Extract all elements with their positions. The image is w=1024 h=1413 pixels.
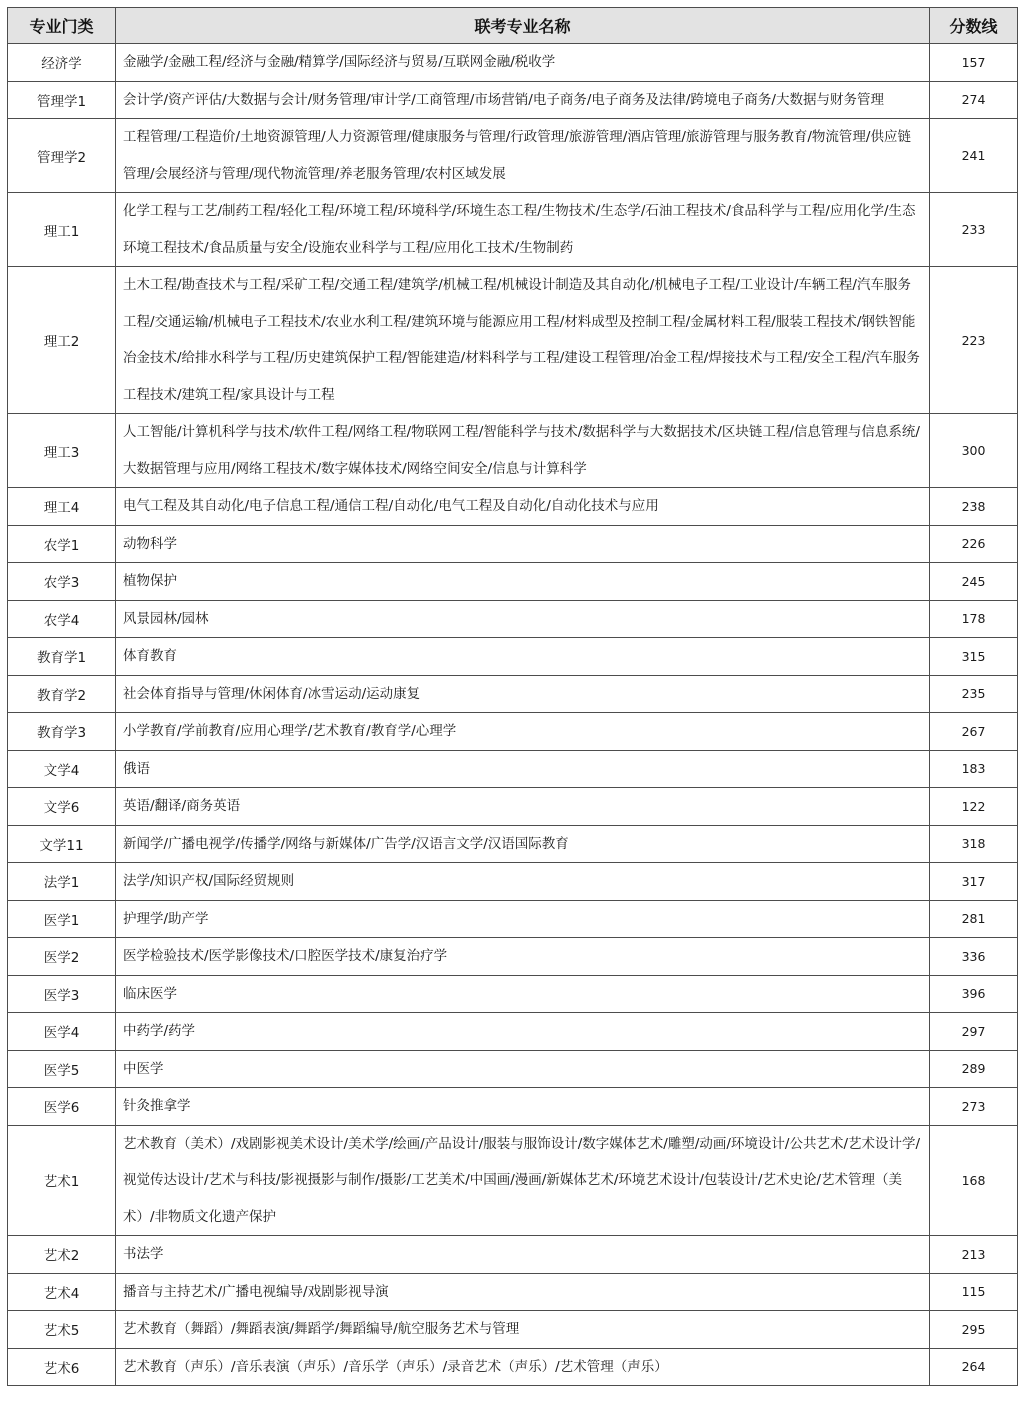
score-cell: 223	[930, 267, 1018, 414]
majors-cell: 俄语	[116, 750, 930, 788]
table-row	[8, 1050, 1018, 1088]
table-row	[8, 1125, 1018, 1236]
category-cell: 艺术1	[8, 1125, 116, 1236]
table-row	[8, 825, 1018, 863]
majors-cell: 新闻学/广播电视学/传播学/网络与新媒体/广告学/汉语言文学/汉语国际教育	[116, 825, 930, 863]
score-cell: 235	[930, 675, 1018, 713]
score-cell: 318	[930, 825, 1018, 863]
majors-cell: 临床医学	[116, 975, 930, 1013]
category-cell: 教育学2	[8, 675, 116, 713]
table-row	[8, 788, 1018, 826]
majors-cell: 会计学/资产评估/大数据与会计/财务管理/审计学/工商管理/市场营销/电子商务/电子商务及法律/跨境电子商务/大数据与财务管理	[116, 81, 930, 119]
table-row	[8, 938, 1018, 976]
header-row	[8, 8, 1018, 44]
majors-cell: 土木工程/勘查技术与工程/采矿工程/交通工程/建筑学/机械工程/机械设计制造及其自动化/机械电子工程/工业设计/车辆工程/汽车服务工程/交通运输/机械电子工程技术/农业水利工程/建筑环境与能源应用工程/材料成型及控制工程/金属材料工程/服装工程技术/钢铁智能冶金技术/给排水科学与工程/历史建筑保护工程/智能建造/材料科学与工程/建设工程管理/冶金工程/焊接技术与工程/安全工程/汽车服务工程技术/建筑工程/家具设计与工程	[116, 267, 930, 414]
category-cell: 文学4	[8, 750, 116, 788]
table-row	[8, 1013, 1018, 1051]
score-cell: 396	[930, 975, 1018, 1013]
category-cell: 医学3	[8, 975, 116, 1013]
table-row	[8, 81, 1018, 119]
majors-cell: 人工智能/计算机科学与技术/软件工程/网络工程/物联网工程/智能科学与技术/数据科学与大数据技术/区块链工程/信息管理与信息系统/大数据管理与应用/网络工程技术/数字媒体技术/网络空间安全/信息与计算科学	[116, 414, 930, 488]
majors-cell: 英语/翻译/商务英语	[116, 788, 930, 826]
score-cell: 274	[930, 81, 1018, 119]
score-cell: 213	[930, 1236, 1018, 1274]
majors-cell: 中药学/药学	[116, 1013, 930, 1051]
majors-cell: 护理学/助产学	[116, 900, 930, 938]
score-cell: 267	[930, 713, 1018, 751]
score-cell: 264	[930, 1348, 1018, 1386]
table-row	[8, 600, 1018, 638]
table-row	[8, 975, 1018, 1013]
category-cell: 理工1	[8, 193, 116, 267]
table-row	[8, 1236, 1018, 1274]
score-cell: 233	[930, 193, 1018, 267]
table-row	[8, 193, 1018, 267]
table-row	[8, 900, 1018, 938]
table-row	[8, 1348, 1018, 1386]
majors-cell: 针灸推拿学	[116, 1088, 930, 1126]
table-row	[8, 414, 1018, 488]
table-row	[8, 1088, 1018, 1126]
category-cell: 理工4	[8, 488, 116, 526]
category-cell: 法学1	[8, 863, 116, 901]
table-row	[8, 713, 1018, 751]
category-cell: 经济学	[8, 44, 116, 82]
majors-cell: 中医学	[116, 1050, 930, 1088]
category-cell: 医学2	[8, 938, 116, 976]
table-row	[8, 675, 1018, 713]
score-cell: 178	[930, 600, 1018, 638]
category-cell: 医学1	[8, 900, 116, 938]
category-cell: 农学3	[8, 563, 116, 601]
table-body	[8, 44, 1018, 1386]
majors-cell: 化学工程与工艺/制药工程/轻化工程/环境工程/环境科学/环境生态工程/生物技术/生态学/石油工程技术/食品科学与工程/应用化学/生态环境工程技术/食品质量与安全/设施农业科学与工程/应用化工技术/生物制药	[116, 193, 930, 267]
header-majors: 联考专业名称	[116, 8, 930, 44]
majors-cell: 播音与主持艺术/广播电视编导/戏剧影视导演	[116, 1273, 930, 1311]
score-cell: 183	[930, 750, 1018, 788]
category-cell: 管理学2	[8, 119, 116, 193]
majors-cell: 法学/知识产权/国际经贸规则	[116, 863, 930, 901]
category-cell: 农学4	[8, 600, 116, 638]
majors-cell: 动物科学	[116, 525, 930, 563]
majors-cell: 艺术教育（美术）/戏剧影视美术设计/美术学/绘画/产品设计/服装与服饰设计/数字媒体艺术/雕塑/动画/环境设计/公共艺术/艺术设计学/视觉传达设计/艺术与科技/影视摄影与制作/摄影/工艺美术/中国画/漫画/新媒体艺术/环境艺术设计/包装设计/艺术史论/艺术管理（美术）/非物质文化遗产保护	[116, 1125, 930, 1236]
header-score: 分数线	[930, 8, 1018, 44]
majors-cell: 书法学	[116, 1236, 930, 1274]
table-row	[8, 1311, 1018, 1349]
score-cell: 297	[930, 1013, 1018, 1051]
score-cell: 300	[930, 414, 1018, 488]
majors-cell: 体育教育	[116, 638, 930, 676]
majors-cell: 艺术教育（舞蹈）/舞蹈表演/舞蹈学/舞蹈编导/航空服务艺术与管理	[116, 1311, 930, 1349]
category-cell: 艺术5	[8, 1311, 116, 1349]
category-cell: 管理学1	[8, 81, 116, 119]
score-cell: 241	[930, 119, 1018, 193]
score-cell: 315	[930, 638, 1018, 676]
majors-cell: 小学教育/学前教育/应用心理学/艺术教育/教育学/心理学	[116, 713, 930, 751]
table-row	[8, 267, 1018, 414]
category-cell: 教育学3	[8, 713, 116, 751]
table-row	[8, 863, 1018, 901]
category-cell: 医学4	[8, 1013, 116, 1051]
score-cell: 157	[930, 44, 1018, 82]
category-cell: 农学1	[8, 525, 116, 563]
score-cell: 289	[930, 1050, 1018, 1088]
majors-cell: 电气工程及其自动化/电子信息工程/通信工程/自动化/电气工程及自动化/自动化技术与应用	[116, 488, 930, 526]
majors-cell: 金融学/金融工程/经济与金融/精算学/国际经济与贸易/互联网金融/税收学	[116, 44, 930, 82]
score-cell: 245	[930, 563, 1018, 601]
score-cell: 122	[930, 788, 1018, 826]
table-row	[8, 750, 1018, 788]
category-cell: 医学5	[8, 1050, 116, 1088]
header-category: 专业门类	[8, 8, 116, 44]
category-cell: 医学6	[8, 1088, 116, 1126]
score-cell: 273	[930, 1088, 1018, 1126]
table-row	[8, 563, 1018, 601]
category-cell: 理工2	[8, 267, 116, 414]
score-table	[7, 7, 1018, 1386]
majors-cell: 工程管理/工程造价/土地资源管理/人力资源管理/健康服务与管理/行政管理/旅游管理/酒店管理/旅游管理与服务教育/物流管理/供应链管理/会展经济与管理/现代物流管理/养老服务管理/农村区域发展	[116, 119, 930, 193]
score-cell: 336	[930, 938, 1018, 976]
score-cell: 295	[930, 1311, 1018, 1349]
score-cell: 115	[930, 1273, 1018, 1311]
majors-cell: 风景园林/园林	[116, 600, 930, 638]
majors-cell: 植物保护	[116, 563, 930, 601]
category-cell: 文学6	[8, 788, 116, 826]
category-cell: 文学11	[8, 825, 116, 863]
score-cell: 168	[930, 1125, 1018, 1236]
table-row	[8, 525, 1018, 563]
score-cell: 317	[930, 863, 1018, 901]
majors-cell: 医学检验技术/医学影像技术/口腔医学技术/康复治疗学	[116, 938, 930, 976]
score-cell: 226	[930, 525, 1018, 563]
score-cell: 238	[930, 488, 1018, 526]
category-cell: 理工3	[8, 414, 116, 488]
category-cell: 艺术2	[8, 1236, 116, 1274]
majors-cell: 社会体育指导与管理/休闲体育/冰雪运动/运动康复	[116, 675, 930, 713]
table-row	[8, 1273, 1018, 1311]
majors-cell: 艺术教育（声乐）/音乐表演（声乐）/音乐学（声乐）/录音艺术（声乐）/艺术管理（声乐）	[116, 1348, 930, 1386]
table-row	[8, 638, 1018, 676]
score-cell: 281	[930, 900, 1018, 938]
table-row	[8, 488, 1018, 526]
table-row	[8, 119, 1018, 193]
category-cell: 艺术6	[8, 1348, 116, 1386]
category-cell: 教育学1	[8, 638, 116, 676]
category-cell: 艺术4	[8, 1273, 116, 1311]
table-row	[8, 44, 1018, 82]
